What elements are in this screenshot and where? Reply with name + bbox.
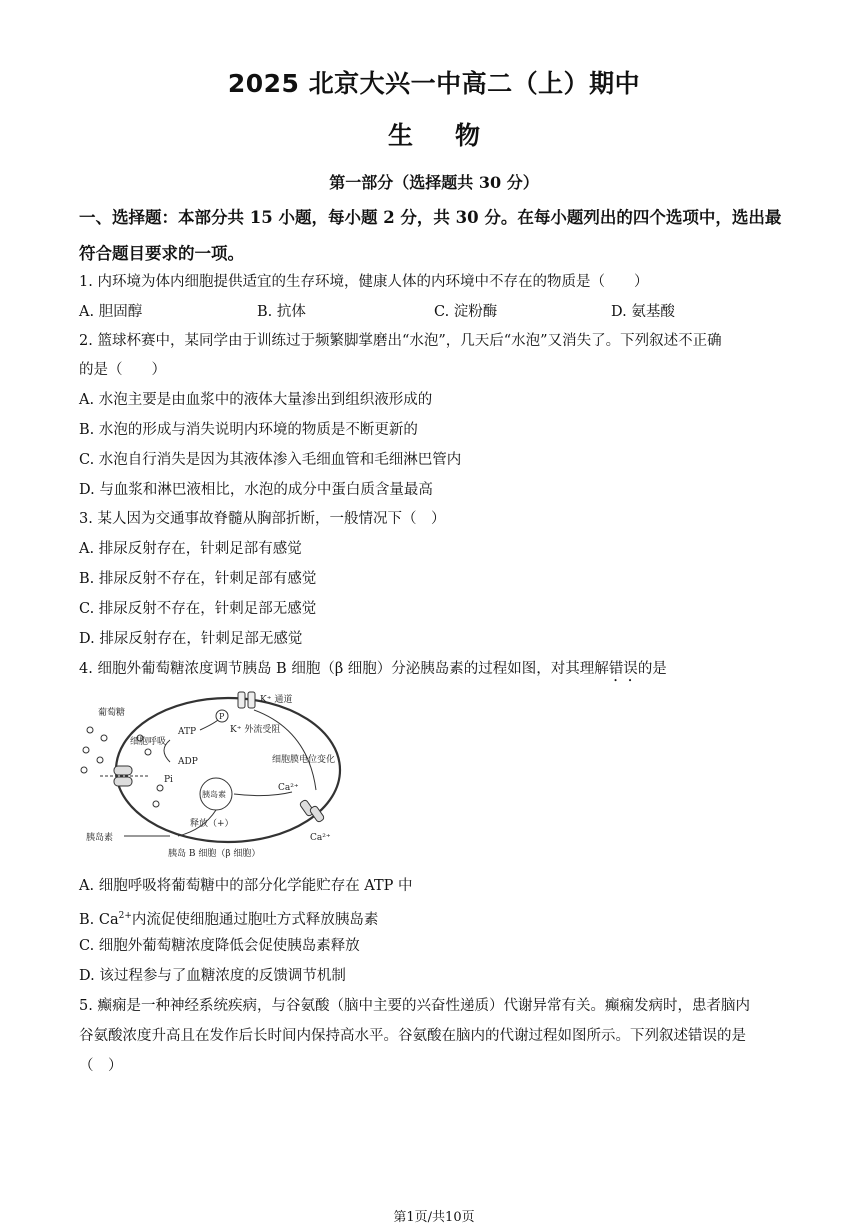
q4-option-b: [79, 906, 378, 930]
q1-option-a: A. 胆固醇: [79, 304, 143, 320]
label-release: 释放（+）: [190, 819, 234, 829]
q1-option-d: D. 氨基酸: [611, 304, 675, 320]
label-pi: Pi: [164, 775, 173, 785]
q3-option-a: A. 排尿反射存在，针刺足部有感觉: [79, 541, 302, 557]
q2-option-c: C. 水泡自行消失是因为其液体渗入毛细血管和毛细淋巴管内: [79, 452, 462, 468]
label-ca-inside: Ca²⁺: [278, 783, 299, 793]
q1-option-b: B. 抗体: [257, 304, 306, 320]
q4-option-b-post: 内流促使细胞通过胞吐方式释放胰岛素: [131, 911, 379, 928]
label-ca-outside: Ca²⁺: [310, 833, 331, 843]
label-p: P: [219, 712, 225, 721]
q1-option-c: C. 淀粉酶: [434, 304, 498, 320]
atp-to-p-arrow: [200, 720, 218, 730]
q4-stem-emphasis: 错误: [608, 661, 638, 677]
section-instruction: 一、选择题：本部分共 15 小题，每小题 2 分，共 30 分。在每小题列出的四个选项中，选出最符合题目要求的一项。: [79, 208, 782, 263]
exam-title: 2025 北京大兴一中高二（上）期中: [227, 69, 641, 98]
q4-stem: [79, 659, 667, 685]
q3-option-c: C. 排尿反射不存在，针刺足部无感觉: [79, 601, 317, 617]
q3-option-d: D. 排尿反射存在，针刺足部无感觉: [79, 631, 303, 647]
part-heading: 第一部分（选择题共 30 分）: [329, 173, 539, 192]
beta-cell-diagram: [78, 690, 348, 860]
k-channel-icon: [238, 692, 255, 708]
q4-option-d: D. 该过程参与了血糖浓度的反馈调节机制: [79, 968, 346, 984]
label-insulin-outside: 胰岛素: [86, 833, 114, 843]
page-footer: 第1页/共10页: [393, 1210, 475, 1225]
q5-stem-line1: 5. 癫痫是一种神经系统疾病，与谷氨酸（脑中主要的兴奋性递质）代谢异常有关。癫痫发病时，患者脑内: [79, 998, 750, 1014]
label-adp: ADP: [178, 757, 198, 767]
q3-stem: 3. 某人因为交通事故脊髓从胸部折断，一般情况下（ ）: [79, 511, 446, 527]
q2-option-d: D. 与血浆和淋巴液相比，水泡的成分中蛋白质含量最高: [79, 482, 433, 498]
q3-option-b: B. 排尿反射不存在，针刺足部有感觉: [79, 571, 317, 587]
label-respiration: 细胞呼吸: [130, 737, 167, 747]
q2-option-b: B. 水泡的形成与消失说明内环境的物质是不断更新的: [79, 422, 418, 438]
q5-stem-line3: （ ）: [79, 1058, 123, 1074]
q2-stem-line2: 的是（ ）: [79, 362, 166, 378]
q2-option-a: A. 水泡主要是由血浆中的液体大量渗出到组织液形成的: [79, 392, 433, 408]
label-atp: ATP: [178, 727, 197, 737]
q2-stem-line1: 2. 篮球杯赛中，某同学由于训练过于频繁脚掌磨出“水泡”，几天后“水泡”又消失了。下列叙述不正确: [79, 333, 722, 349]
potential-arrow: [254, 710, 316, 790]
label-membrane-change: 细胞膜电位变化: [272, 755, 336, 765]
q4-option-b-pre: B. Ca: [79, 911, 119, 928]
q4-stem-pre: 4. 细胞外葡萄糖浓度调节胰岛 B 细胞（β 细胞）分泌胰岛素的过程如图，对其理解: [79, 661, 609, 677]
subject-title: 生物: [387, 121, 522, 150]
q4-option-b-sup: 2+: [118, 911, 132, 921]
q1-stem: 1. 内环境为体内细胞提供适宜的生存环境，健康人体的内环境中不存在的物质是（ ）: [79, 274, 649, 290]
q4-stem-post: 的是: [637, 661, 667, 677]
q4-option-c: C. 细胞外葡萄糖浓度降低会促使胰岛素释放: [79, 938, 360, 954]
label-k-block: K⁺ 外流受阻: [230, 725, 281, 735]
q5-stem-line2: 谷氨酸浓度升高且在发作后长时间内保持高水平。谷氨酸在脑内的代谢过程如图所示。下列叙述错误的是: [79, 1028, 746, 1044]
label-k-channel: K⁺ 通道: [260, 695, 293, 705]
label-glucose: 葡萄糖: [98, 708, 126, 718]
figure-caption: 胰岛 B 细胞（β 细胞）: [168, 849, 261, 859]
label-insulin-vesicle: 胰岛素: [202, 790, 226, 799]
q4-option-a: A. 细胞呼吸将葡萄糖中的部分化学能贮存在 ATP 中: [79, 878, 413, 894]
